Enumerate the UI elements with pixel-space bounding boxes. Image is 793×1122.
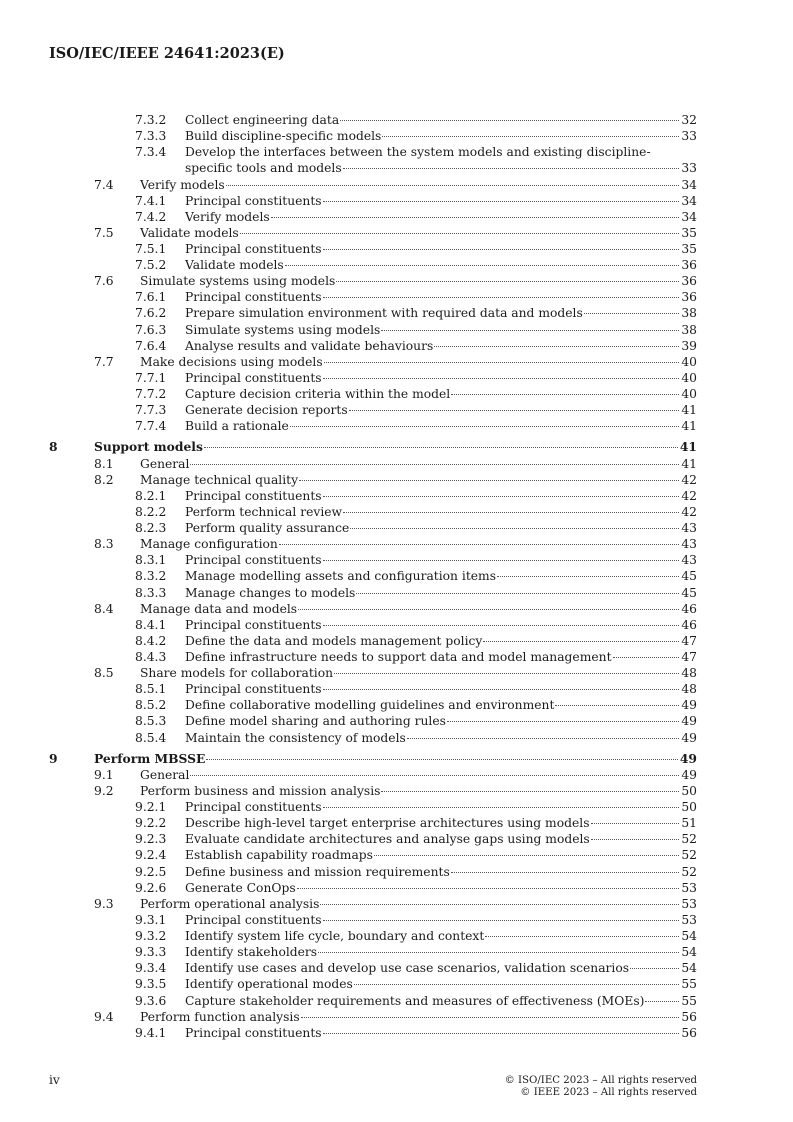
toc-entry-title: Perform technical review bbox=[185, 504, 343, 519]
toc-entry-number: 7.7.3 bbox=[135, 403, 167, 418]
toc-entry-page: 49 bbox=[679, 750, 697, 766]
toc-entry-number: 7.5.1 bbox=[135, 242, 167, 256]
dot-leader bbox=[285, 254, 680, 266]
toc-entry-number: 9.3 bbox=[94, 896, 114, 911]
toc-entry-number: 8 bbox=[49, 439, 58, 455]
toc-entry-number: 9.3.1 bbox=[135, 912, 167, 927]
toc-entry-title: General bbox=[140, 767, 190, 782]
toc-entry-title: Prepare simulation environment with required data and models bbox=[185, 306, 583, 321]
dot-leader bbox=[497, 565, 679, 577]
toc-entry-number: 8.4.3 bbox=[135, 650, 167, 664]
dot-leader bbox=[297, 877, 680, 889]
toc-entry-title: Define model sharing and authoring rules bbox=[185, 714, 446, 729]
toc-entry-number: 8.3.1 bbox=[135, 553, 167, 568]
toc-entry-page: 36 bbox=[681, 290, 697, 305]
toc-entry-page: 33 bbox=[681, 161, 697, 176]
toc-entry-title: Principal constituents bbox=[185, 193, 322, 208]
dot-leader bbox=[318, 941, 679, 953]
dot-leader bbox=[271, 206, 680, 218]
toc-entry-title: Identify operational modes bbox=[185, 977, 353, 992]
toc-entry-title: Identify use cases and develop use case scenarios, validation scenarios bbox=[185, 961, 630, 976]
toc-entry-page: 36 bbox=[681, 258, 697, 273]
toc-entry-title: Principal constituents bbox=[185, 617, 322, 632]
toc-entry-number: 7.5 bbox=[94, 225, 114, 240]
toc-entry-number: 7.4.1 bbox=[135, 193, 167, 208]
toc-entry-number: 8.5 bbox=[94, 666, 114, 681]
toc-entry-title: Manage configuration bbox=[140, 537, 278, 552]
toc-entry-number: 8.2 bbox=[94, 472, 114, 487]
toc-entry-number: 9.3.6 bbox=[135, 993, 167, 1008]
toc-entry-title: Perform function analysis bbox=[140, 1009, 300, 1024]
dot-leader bbox=[206, 748, 678, 760]
dot-leader bbox=[323, 549, 680, 561]
dot-leader bbox=[323, 485, 680, 497]
toc-entry-title: Verify models bbox=[185, 209, 270, 224]
toc-entry-page: 49 bbox=[681, 698, 697, 713]
toc-entry-title: Principal constituents bbox=[185, 488, 322, 503]
toc-entry-page: 53 bbox=[681, 912, 697, 927]
toc-entry-page: 35 bbox=[681, 242, 697, 256]
dot-leader bbox=[555, 694, 679, 706]
toc-entry-number: 7.6 bbox=[94, 274, 114, 289]
toc-entry-number: 9.3.5 bbox=[135, 977, 167, 992]
toc-entry-number: 9.2.4 bbox=[135, 848, 167, 863]
toc-entry-page: 52 bbox=[681, 848, 697, 863]
toc-entry-page: 45 bbox=[681, 585, 697, 600]
dot-leader bbox=[451, 861, 680, 873]
dot-leader bbox=[299, 469, 679, 481]
toc-entry-page: 52 bbox=[681, 832, 697, 847]
toc-entry-number: 7.7 bbox=[94, 354, 114, 369]
dot-leader bbox=[407, 727, 680, 739]
toc-entry-line bbox=[185, 730, 697, 746]
dot-leader bbox=[336, 270, 679, 282]
dot-leader bbox=[298, 598, 679, 610]
toc-entry-title: Develop the interfaces between the system models and existing discipline- bbox=[185, 145, 651, 160]
toc-entry-page: 53 bbox=[681, 896, 697, 911]
dot-leader bbox=[356, 582, 679, 594]
toc-entry-page: 53 bbox=[681, 880, 697, 895]
toc-entry-number: 7.5.2 bbox=[135, 258, 167, 273]
toc-entry-title: Analyse results and validate behaviours bbox=[185, 338, 434, 353]
toc-entry-title: Generate decision reports bbox=[185, 403, 348, 418]
toc-entry-page: 42 bbox=[681, 488, 697, 503]
toc-entry-number: 7.7.2 bbox=[135, 387, 167, 401]
toc-entry-title: Validate models bbox=[185, 258, 284, 273]
dot-leader bbox=[190, 764, 679, 776]
toc-entry-title: Define infrastructure needs to support data and model management bbox=[185, 650, 612, 664]
toc-entry-number: 8.4.2 bbox=[135, 633, 167, 648]
toc-entry-number: 7.6.3 bbox=[135, 322, 167, 337]
dot-leader bbox=[323, 286, 680, 298]
dot-leader bbox=[279, 533, 680, 545]
toc-entry-title: Principal constituents bbox=[185, 682, 322, 697]
toc-entry-title: Generate ConOps bbox=[185, 880, 296, 895]
toc-entry-number: 7.4 bbox=[94, 177, 114, 192]
toc-entry-line bbox=[185, 944, 697, 960]
toc-entry-page: 34 bbox=[681, 177, 697, 192]
dot-leader bbox=[591, 828, 680, 840]
toc-entry-title: Manage technical quality bbox=[140, 472, 299, 487]
dot-leader bbox=[350, 517, 679, 529]
toc-entry-page: 36 bbox=[681, 274, 697, 289]
toc-entry-number: 9.1 bbox=[94, 767, 114, 782]
toc-entry-page: 40 bbox=[681, 354, 697, 369]
dot-leader bbox=[382, 125, 679, 137]
copyright-ieee: © IEEE 2023 – All rights reserved bbox=[520, 1087, 697, 1098]
toc-entry-page: 49 bbox=[681, 730, 697, 745]
dot-leader bbox=[323, 190, 680, 202]
toc-entry-page: 43 bbox=[681, 521, 697, 535]
dot-leader bbox=[340, 109, 679, 121]
toc-entry-number: 8.5.3 bbox=[135, 714, 167, 729]
toc-entry-title: Principal constituents bbox=[185, 370, 322, 385]
toc-entry-number: 8.1 bbox=[94, 456, 114, 471]
toc-entry-title: Describe high-level target enterprise architectures using models bbox=[185, 816, 590, 831]
toc-entry-page: 54 bbox=[681, 929, 697, 943]
dot-leader bbox=[323, 678, 680, 690]
toc-entry-title: Define collaborative modelling guidelines and environment bbox=[185, 698, 555, 713]
toc-entry-page: 48 bbox=[681, 666, 697, 681]
toc-entry-title: Perform business and mission analysis bbox=[140, 783, 381, 798]
toc-entry-page: 34 bbox=[681, 209, 697, 224]
toc-entry-number: 7.3.4 bbox=[135, 145, 167, 160]
toc-entry-title: Manage changes to models bbox=[185, 585, 356, 600]
toc-entry-title: Principal constituents bbox=[185, 1025, 322, 1040]
dot-leader bbox=[434, 335, 679, 347]
document-id-header: ISO/IEC/IEEE 24641:2023(E) bbox=[49, 45, 285, 62]
toc-entry-page: 49 bbox=[681, 767, 697, 782]
dot-leader bbox=[334, 662, 679, 674]
dot-leader bbox=[483, 630, 679, 642]
toc-entry-line bbox=[185, 976, 697, 992]
toc-entry-number: 8.4 bbox=[94, 601, 114, 616]
toc-entry-number: 9.2 bbox=[94, 783, 114, 798]
toc-entry-number: 9.3.4 bbox=[135, 961, 167, 976]
toc-entry-number: 8.3.2 bbox=[135, 569, 167, 584]
toc-entry-page: 52 bbox=[681, 864, 697, 879]
toc-entry-number: 8.2.2 bbox=[135, 504, 167, 519]
toc-entry-page: 56 bbox=[681, 1009, 697, 1024]
toc-entry-number: 7.7.4 bbox=[135, 419, 167, 434]
toc-entry[interactable] bbox=[0, 730, 793, 746]
toc-entry-title: Principal constituents bbox=[185, 553, 322, 568]
toc-entry-page: 47 bbox=[681, 633, 697, 648]
toc-entry-title: Principal constituents bbox=[185, 912, 322, 927]
toc-entry-page: 42 bbox=[681, 504, 697, 519]
toc-entry-number: 8.5.2 bbox=[135, 698, 167, 713]
toc-entry-number: 8.5.1 bbox=[135, 682, 167, 697]
toc-entry-number: 9.2.3 bbox=[135, 832, 167, 847]
dot-leader bbox=[190, 453, 679, 465]
toc-entry-title: Evaluate candidate architectures and analyse gaps using models bbox=[185, 832, 590, 847]
toc-entry-number: 9.2.2 bbox=[135, 816, 167, 831]
dot-leader bbox=[343, 157, 680, 169]
toc-entry-page: 45 bbox=[681, 569, 697, 584]
toc-entry-title: Perform operational analysis bbox=[140, 896, 320, 911]
toc-entry-page: 32 bbox=[681, 113, 697, 127]
dot-leader bbox=[354, 973, 679, 985]
toc-entry-page: 41 bbox=[681, 419, 697, 434]
toc-entry-number: 9.2.6 bbox=[135, 880, 167, 895]
toc-entry-number: 7.7.1 bbox=[135, 370, 167, 385]
toc-entry-page: 54 bbox=[681, 945, 697, 960]
toc-entry-number: 8.2.1 bbox=[135, 488, 167, 503]
toc-entry-title: Share models for collaboration bbox=[140, 666, 334, 681]
toc-entry-page: 48 bbox=[681, 682, 697, 697]
dot-leader bbox=[447, 710, 679, 722]
toc-entry-title: Establish capability roadmaps bbox=[185, 848, 373, 863]
dot-leader bbox=[320, 893, 679, 905]
dot-leader bbox=[374, 844, 679, 856]
toc-entry-number: 8.3.3 bbox=[135, 585, 167, 600]
toc-entry-page: 43 bbox=[681, 553, 697, 568]
toc-entry-title: Make decisions using models bbox=[140, 354, 323, 369]
toc-entry-page: 49 bbox=[681, 714, 697, 729]
dot-leader bbox=[323, 238, 680, 250]
toc-entry-page: 43 bbox=[681, 537, 697, 552]
toc-entry-page: 46 bbox=[681, 617, 697, 632]
toc-entry-number: 7.6.1 bbox=[135, 290, 167, 305]
dot-leader bbox=[290, 415, 680, 427]
toc-entry-number: 7.3.2 bbox=[135, 113, 167, 127]
toc-entry-title: Define the data and models management policy bbox=[185, 633, 483, 648]
toc-entry-title: General bbox=[140, 456, 190, 471]
toc-entry-line bbox=[185, 418, 697, 434]
toc-entry-number: 8.3 bbox=[94, 537, 114, 552]
dot-leader bbox=[204, 436, 678, 448]
toc-entry-title: Support models bbox=[94, 439, 203, 455]
dot-leader bbox=[240, 222, 680, 234]
dot-leader bbox=[584, 302, 680, 314]
toc-entry-page: 50 bbox=[681, 783, 697, 798]
toc-entry-line bbox=[185, 128, 697, 144]
dot-leader bbox=[323, 614, 680, 626]
dot-leader bbox=[226, 174, 680, 186]
dot-leader bbox=[613, 646, 680, 658]
toc-entry-title: Capture stakeholder requirements and measures of effectiveness (MOEs) bbox=[185, 993, 645, 1008]
toc-entry-page: 41 bbox=[679, 439, 697, 455]
dot-leader bbox=[645, 990, 679, 1002]
toc-entry-title: Perform MBSSE bbox=[94, 750, 206, 766]
toc-entry-title: Identify stakeholders bbox=[185, 945, 318, 960]
toc-entry-number: 8.4.1 bbox=[135, 617, 167, 632]
dot-leader bbox=[343, 501, 679, 513]
toc-entry-title: Simulate systems using models bbox=[185, 322, 381, 337]
toc-entry-title: Maintain the consistency of models bbox=[185, 730, 406, 745]
toc-entry-title: Verify models bbox=[140, 177, 225, 192]
dot-leader bbox=[591, 812, 680, 824]
toc-entry-page: 40 bbox=[681, 370, 697, 385]
toc-entry-number: 8.2.3 bbox=[135, 521, 167, 535]
toc-entry-number: 9.4.1 bbox=[135, 1025, 167, 1040]
toc-entry-page: 41 bbox=[681, 456, 697, 471]
toc-entry-title: Collect engineering data bbox=[185, 113, 340, 127]
toc-entry-page: 39 bbox=[681, 338, 697, 353]
dot-leader bbox=[301, 1006, 680, 1018]
toc-entry-page: 51 bbox=[681, 816, 697, 831]
toc-entry-title: Manage data and models bbox=[140, 601, 298, 616]
toc-entry-page: 40 bbox=[681, 387, 697, 401]
copyright-iso: © ISO/IEC 2023 – All rights reserved bbox=[504, 1075, 697, 1086]
toc-entry-title: Simulate systems using models bbox=[140, 274, 336, 289]
toc-entry-title: Define business and mission requirements bbox=[185, 864, 450, 879]
dot-leader bbox=[323, 1022, 680, 1034]
page-number: iv bbox=[49, 1073, 60, 1087]
toc-entry-title: Principal constituents bbox=[185, 242, 322, 256]
toc-entry-page: 34 bbox=[681, 193, 697, 208]
dot-leader bbox=[485, 925, 679, 937]
dot-leader bbox=[349, 399, 680, 411]
toc-entry-page: 42 bbox=[681, 472, 697, 487]
toc-entry-number: 9.4 bbox=[94, 1009, 114, 1024]
toc-entry-line bbox=[185, 1025, 697, 1041]
toc-entry-page: 38 bbox=[681, 306, 697, 321]
toc-entry-title: Validate models bbox=[140, 225, 239, 240]
toc-entry-title: Perform quality assurance bbox=[185, 521, 350, 535]
toc-entry-title: Principal constituents bbox=[185, 290, 322, 305]
toc-entry[interactable] bbox=[0, 1025, 793, 1041]
toc-entry-title: Capture decision criteria within the model bbox=[185, 387, 451, 401]
toc-entry-title: Build discipline-specific models bbox=[185, 129, 382, 144]
toc-entry-page: 55 bbox=[681, 977, 697, 992]
toc-entry-title: Identify system life cycle, boundary and context bbox=[185, 929, 485, 943]
dot-leader bbox=[324, 351, 680, 363]
dot-leader bbox=[451, 383, 679, 395]
toc-entry-number: 7.3.3 bbox=[135, 129, 167, 144]
toc-entry-page: 41 bbox=[681, 403, 697, 418]
toc-entry-page: 50 bbox=[681, 800, 697, 814]
toc-entry-page: 47 bbox=[681, 650, 697, 664]
toc-entry-page: 33 bbox=[681, 129, 697, 144]
toc-entry-title: Principal constituents bbox=[185, 800, 322, 814]
toc-entry-number: 9 bbox=[49, 750, 58, 766]
dot-leader bbox=[630, 957, 679, 969]
toc-entry-page: 46 bbox=[681, 601, 697, 616]
toc-entry-title: specific tools and models bbox=[185, 161, 342, 176]
toc-entry-title: Build a rationale bbox=[185, 419, 289, 434]
dot-leader bbox=[381, 319, 679, 331]
toc-entry[interactable] bbox=[0, 418, 793, 434]
dot-leader bbox=[381, 780, 679, 792]
toc-entry-page: 55 bbox=[681, 993, 697, 1008]
toc-entry-page: 54 bbox=[681, 961, 697, 976]
dot-leader bbox=[323, 367, 680, 379]
toc-entry-number: 7.6.2 bbox=[135, 306, 167, 321]
toc-entry-title: Manage modelling assets and configuration items bbox=[185, 569, 497, 584]
toc-entry-number: 7.4.2 bbox=[135, 209, 167, 224]
toc-entry-number: 9.2.1 bbox=[135, 800, 167, 814]
toc-entry-page: 35 bbox=[681, 225, 697, 240]
dot-leader bbox=[323, 796, 680, 808]
toc-entry-number: 7.6.4 bbox=[135, 338, 167, 353]
toc-entry-page: 38 bbox=[681, 322, 697, 337]
toc-entry-number: 8.5.4 bbox=[135, 730, 167, 745]
toc-entry-number: 9.3.3 bbox=[135, 945, 167, 960]
dot-leader bbox=[323, 909, 680, 921]
copyright-notice bbox=[505, 1075, 697, 1099]
toc-entry-page: 56 bbox=[681, 1025, 697, 1040]
toc-entry[interactable] bbox=[0, 128, 793, 144]
toc-entry-number: 9.3.2 bbox=[135, 929, 167, 943]
toc-entry-number: 9.2.5 bbox=[135, 864, 167, 879]
